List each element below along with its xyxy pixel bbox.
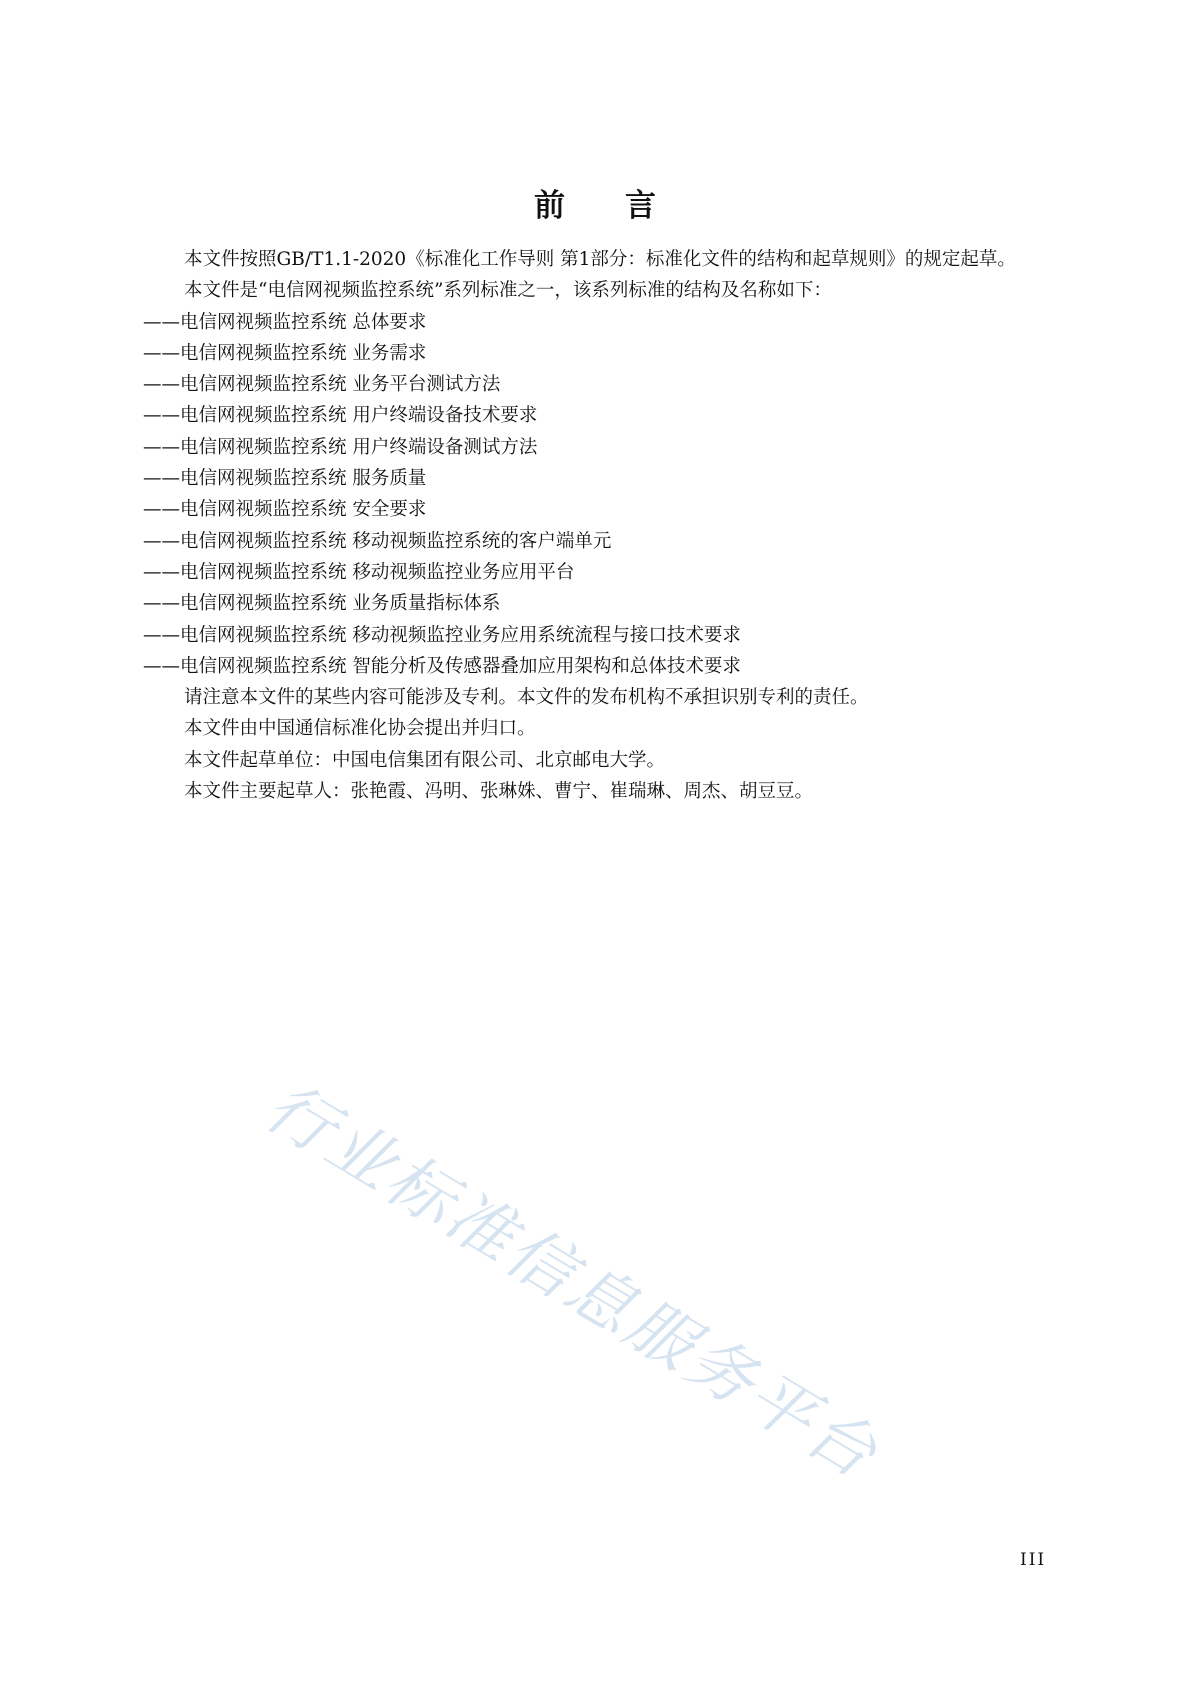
page-title: 前言 [534, 188, 716, 224]
patent-notice: 请注意本文件的某些内容可能涉及专利。本文件的发布机构不承担识别专利的责任。 [184, 687, 869, 709]
list-item: ——电信网视频监控系统 业务需求 [143, 342, 427, 364]
list-item: ——电信网视频监控系统 移动视频监控系统的客户端单元 [143, 530, 612, 552]
list-item: ——电信网视频监控系统 智能分析及传感器叠加应用架构和总体技术要求 [143, 655, 741, 677]
intro-paragraph: 本文件按照GB/T1.1-2020《标准化工作导则 第1部分：标准化文件的结构和起草规则》的规定起草。 [184, 249, 1016, 270]
list-item: ——电信网视频监控系统 服务质量 [143, 468, 427, 490]
list-item: ——电信网视频监控系统 移动视频监控业务应用平台 [143, 561, 575, 583]
list-item: ——电信网视频监控系统 用户终端设备技术要求 [143, 405, 538, 427]
proposer-statement: 本文件由中国通信标准化协会提出并归口。 [184, 718, 536, 740]
list-item: ——电信网视频监控系统 业务平台测试方法 [143, 374, 501, 396]
list-item: ——电信网视频监控系统 用户终端设备测试方法 [143, 436, 538, 458]
watermark: 行业标准信息服务平台 [252, 1067, 893, 1495]
list-item: ——电信网视频监控系统 安全要求 [143, 499, 427, 521]
drafters: 本文件主要起草人：张艳霞、冯明、张琳姝、曹宁、崔瑞琳、周杰、胡豆豆。 [184, 781, 814, 803]
list-item: ——电信网视频监控系统 业务质量指标体系 [143, 593, 501, 615]
series-paragraph: 本文件是“电信网视频监控系统”系列标准之一，该系列标准的结构及名称如下： [184, 280, 832, 302]
document-body [143, 244, 1083, 807]
list-item: ——电信网视频监控系统 移动视频监控业务应用系统流程与接口技术要求 [143, 624, 741, 646]
drafting-units: 本文件起草单位：中国电信集团有限公司、北京邮电大学。 [184, 749, 666, 771]
list-item: ——电信网视频监控系统 总体要求 [143, 311, 427, 333]
series-list [143, 307, 1083, 683]
page-number: III [1020, 1550, 1047, 1570]
